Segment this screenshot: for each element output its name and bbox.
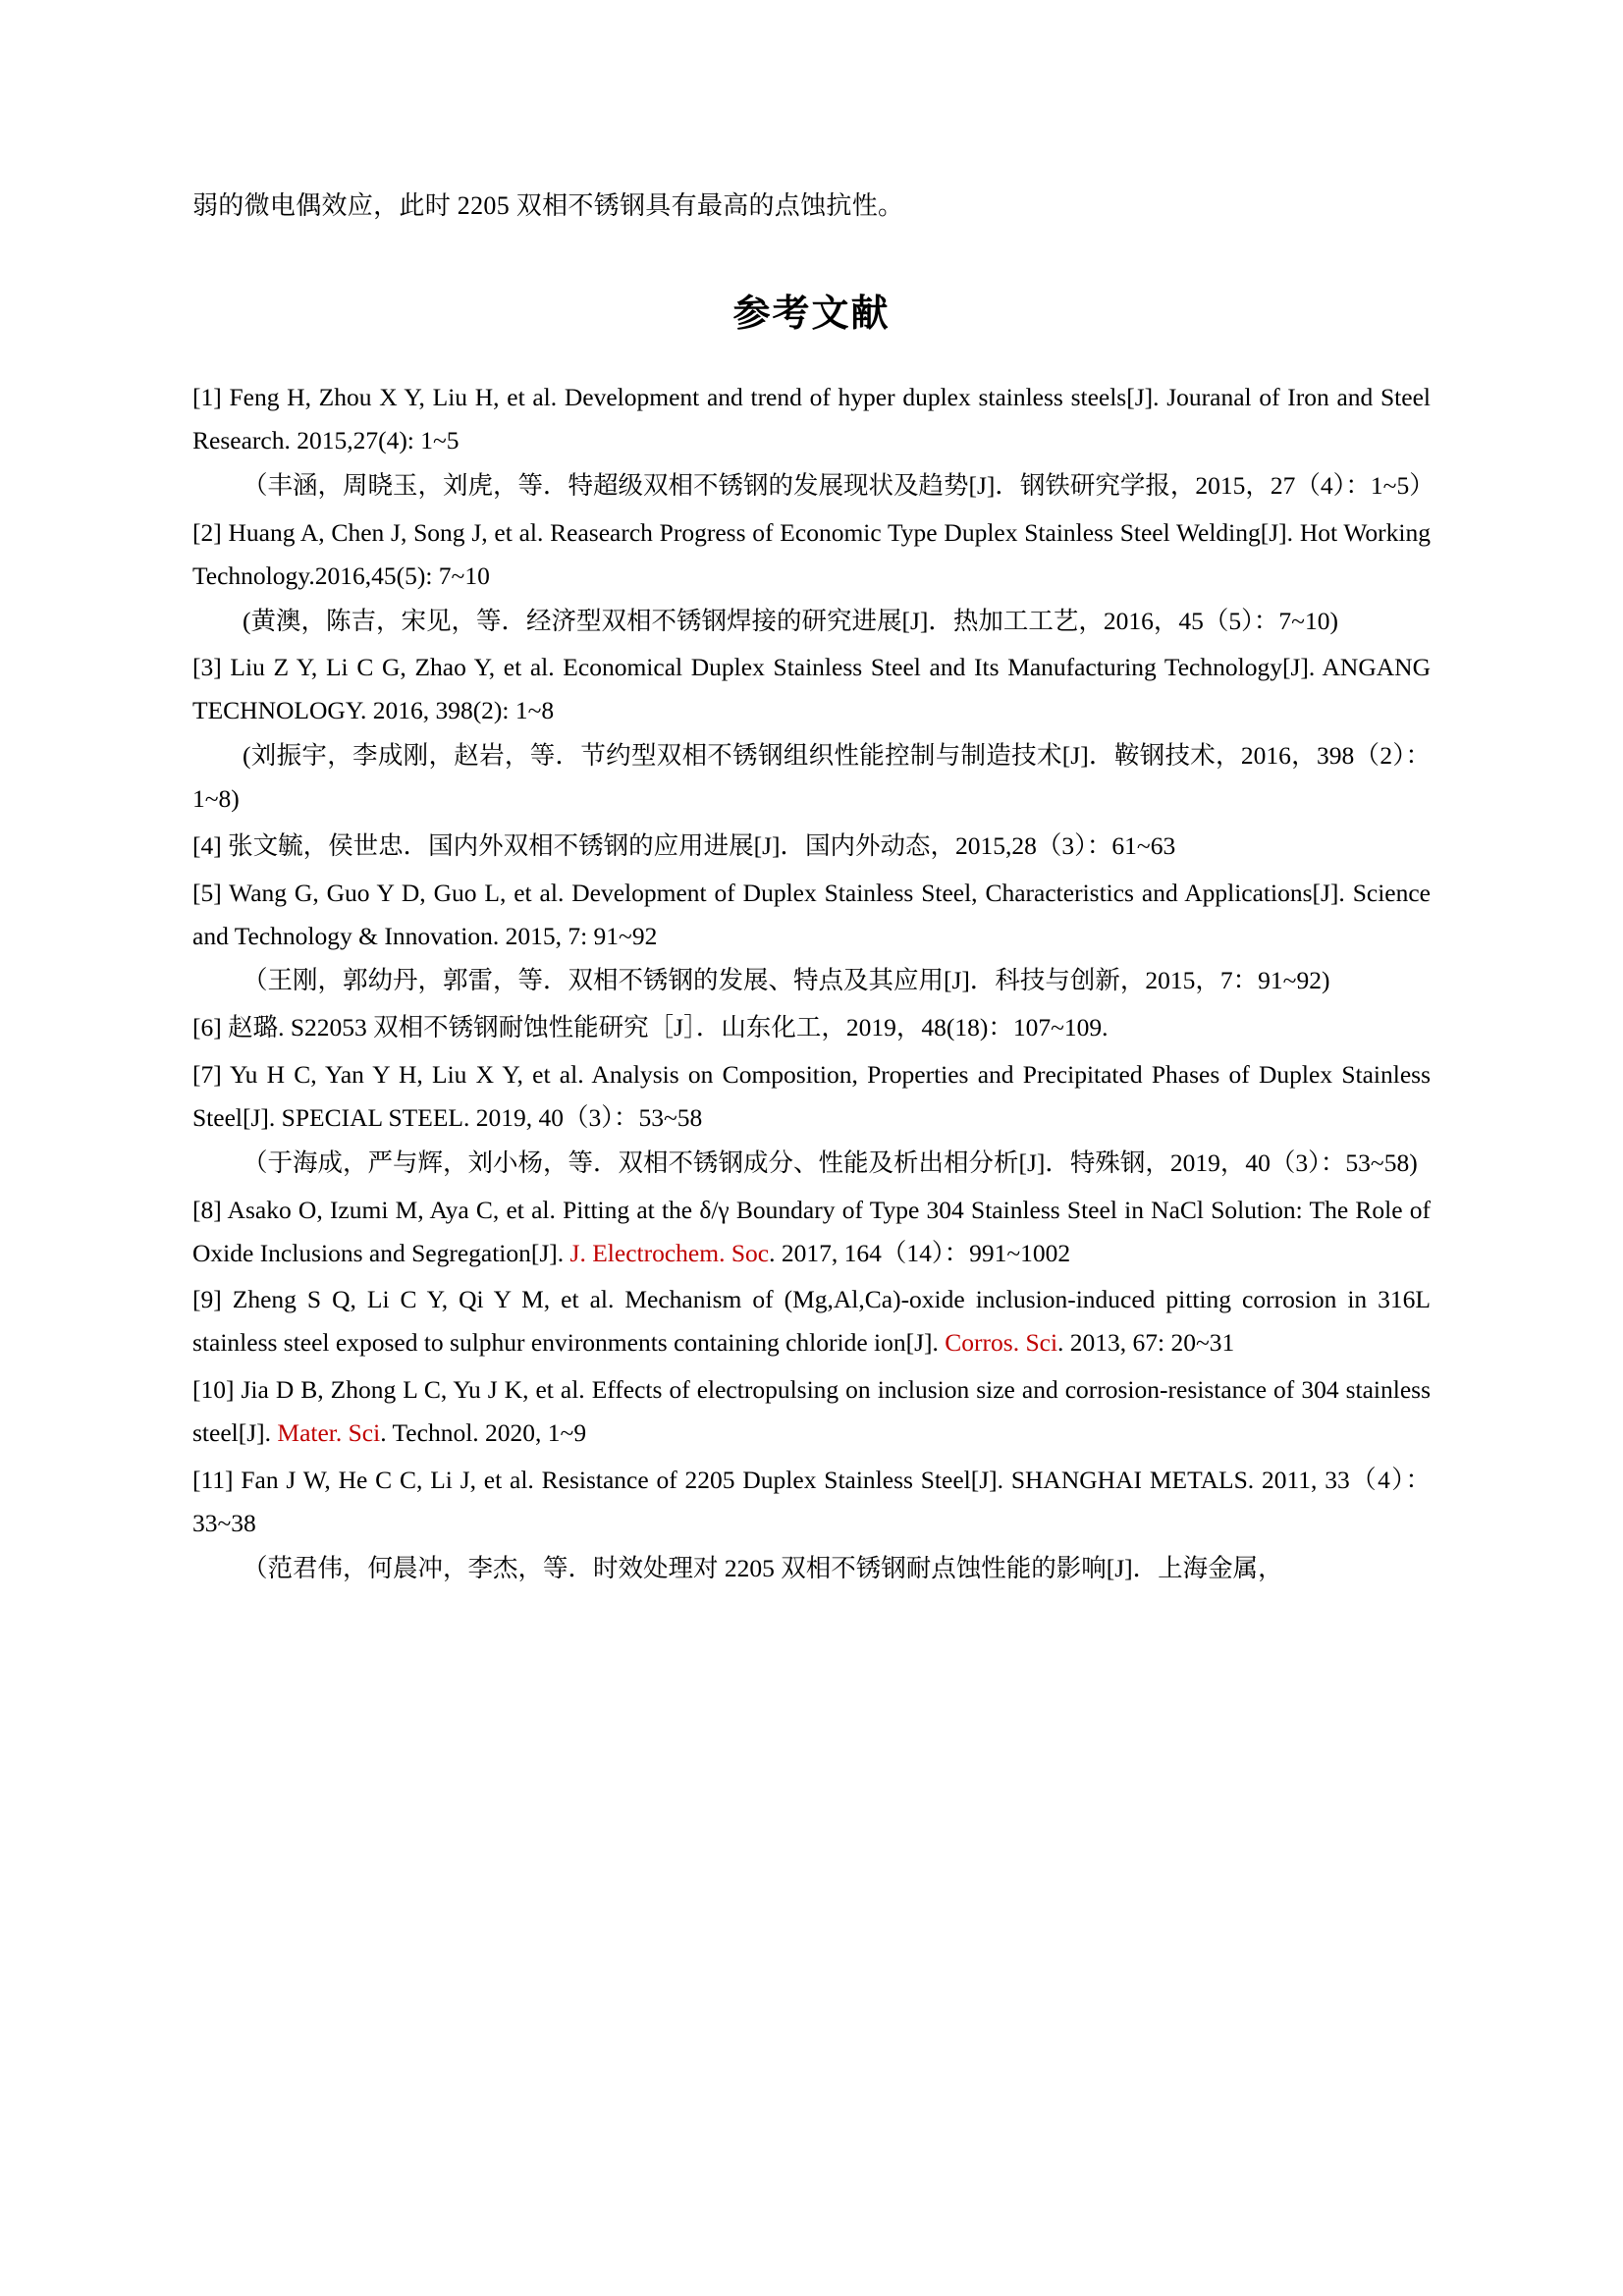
- reference-entry-5: [192, 872, 1431, 1003]
- reference-entry-10: [192, 1368, 1431, 1455]
- reference-8-post: . 2017, 164（14）：991~1002: [769, 1238, 1071, 1267]
- reference-en-5: [5] Wang G, Guo Y D, Guo L, et al. Development of Duplex Stainless Steel, Characteristics and Applications[J]. Science and Technology & Innovation. 2015, 7: 91~92: [192, 878, 1431, 950]
- reference-entry-8: [192, 1189, 1431, 1275]
- reference-9-post: . 2013, 67: 20~31: [1057, 1328, 1235, 1358]
- reference-entry-11: [192, 1459, 1431, 1590]
- reference-en-8: [192, 1189, 1431, 1275]
- reference-entry-2: [192, 511, 1431, 643]
- reference-en-9: [192, 1278, 1431, 1364]
- reference-entry-9: [192, 1278, 1431, 1364]
- reference-10-pre: [10] Jia D B, Zhong L C, Yu J K, et al. Effects of electropulsing on inclusion size and corrosion-resistance of 304 stainless steel[J].: [192, 1375, 1431, 1448]
- reference-en-10: [192, 1368, 1431, 1455]
- reference-en-3: [3] Liu Z Y, Li C G, Zhao Y, et al. Economical Duplex Stainless Steel and Its Manufacturing Technology[J]. ANGANG TECHNOLOGY. 2016, 398(2): 1~8: [192, 653, 1431, 725]
- reference-entry-4: [192, 825, 1431, 868]
- reference-en-11: [11] Fan J W, He C C, Li J, et al. Resistance of 2205 Duplex Stainless Steel[J]. SHANGHAI METALS. 2011, 33（4）：33~38: [192, 1465, 1431, 1537]
- reference-entry-6: [192, 1006, 1431, 1049]
- reference-9-pre: [9] Zheng S Q, Li C Y, Qi Y M, et al. Mechanism of (Mg,Al,Ca)-oxide inclusion-induced pitting corrosion in 316L stainless steel exposed to sulphur environments containing chloride ion[J].: [192, 1285, 1431, 1358]
- reference-entry-3: [192, 646, 1431, 820]
- reference-en-2: [2] Huang A, Chen J, Song J, et al. Reasearch Progress of Economic Type Duplex Stainless Steel Welding[J]. Hot Working Technology.2016,45(5): 7~10: [192, 517, 1431, 590]
- reference-cn-7: （于海成，严与辉，刘小杨，等．双相不锈钢成分、性能及析出相分析[J]．特殊钢，2019，40（3）：53~58): [243, 1148, 1418, 1177]
- reference-9-journal: Corros. Sci: [945, 1328, 1058, 1358]
- reference-cn-11: （范君伟，何晨冲，李杰，等．时效处理对 2205 双相不锈钢耐点蚀性能的影响[J]．上海金属，: [243, 1553, 1283, 1582]
- reference-en-7: [7] Yu H C, Yan Y H, Liu X Y, et al. Analysis on Composition, Properties and Precipitated Phases of Duplex Stainless Steel[J]. SPECIAL STEEL. 2019, 40（3）：53~58: [192, 1060, 1431, 1133]
- reference-cn-1: （丰涵，周晓玉，刘虎，等．特超级双相不锈钢的发展现状及趋势[J]．钢铁研究学报，2015，27（4）：1~5）: [243, 471, 1434, 501]
- reference-10-post: . Technol. 2020, 1~9: [380, 1418, 587, 1448]
- page-title: 参考文献: [732, 294, 891, 336]
- reference-8-pre: [8] Asako O, Izumi M, Aya C, et al. Pitting at the δ/γ Boundary of Type 304 Stainless Steel in NaCl Solution: The Role of Oxide Inclusions and Segregation[J].: [192, 1195, 1431, 1267]
- reference-en-1: [1] Feng H, Zhou X Y, Liu H, et al. Development and trend of hyper duplex stainless steels[J]. Jouranal of Iron and Steel Research. 2015,27(4): 1~5: [192, 383, 1431, 455]
- reference-entry-7: [192, 1053, 1431, 1185]
- reference-cn-2: (黄澳，陈吉，宋见，等．经济型双相不锈钢焊接的研究进展[J]．热加工工艺，2016，45（5）：7~10): [243, 606, 1338, 635]
- reference-entry-1: [192, 376, 1434, 507]
- reference-8-journal: J. Electrochem. Soc: [569, 1238, 770, 1267]
- reference-cn-5: （王刚，郭幼丹，郭雷，等．双相不锈钢的发展、特点及其应用[J]．科技与创新，2015，7：91~92): [243, 966, 1330, 995]
- reference-en-6: [6] 赵璐. S22053 双相不锈钢耐蚀性能研究［J］．山东化工，2019，48(18)：107~109.: [192, 1013, 1109, 1042]
- lead-paragraph: 弱的微电偶效应，此时 2205 双相不锈钢具有最高的点蚀抗性。: [192, 191, 904, 220]
- reference-10-journal: Mater. Sci: [277, 1418, 381, 1448]
- reference-en-4: [4] 张文毓，侯世忠．国内外双相不锈钢的应用进展[J]．国内外动态，2015,28（3）：61~63: [192, 830, 1176, 860]
- reference-cn-3: (刘振宇，李成刚，赵岩，等．节约型双相不锈钢组织性能控制与制造技术[J]．鞍钢技术，2016，398（2）：1~8): [192, 741, 1431, 814]
